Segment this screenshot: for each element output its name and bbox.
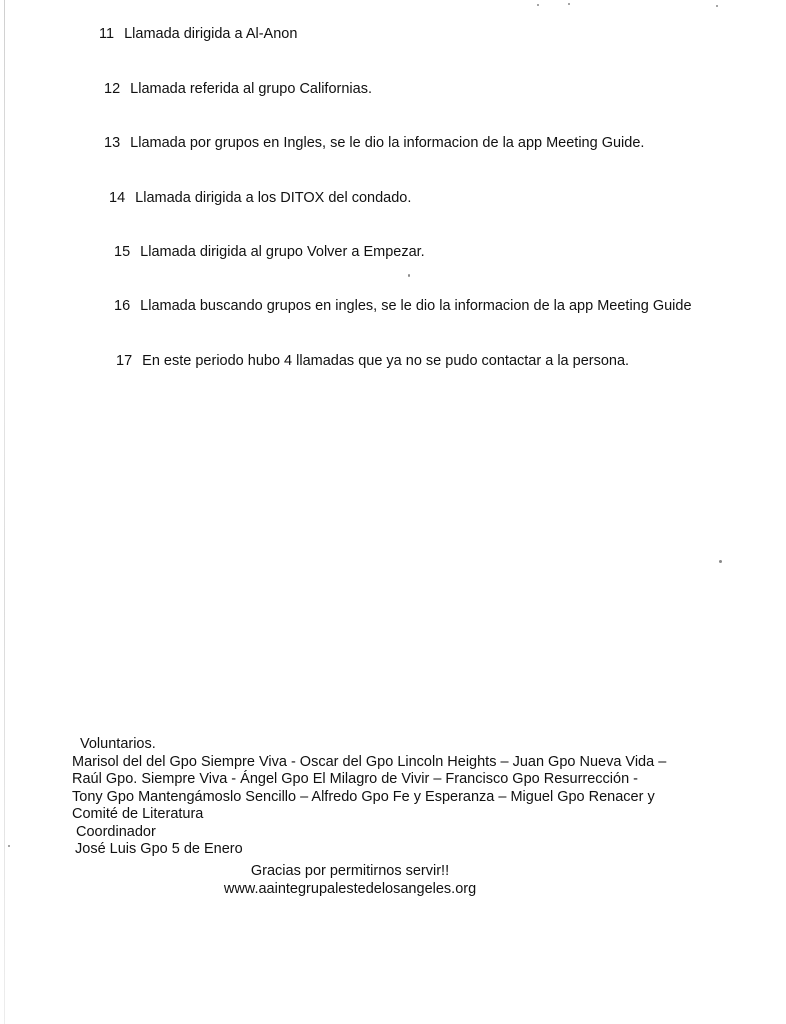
list-item bbox=[104, 80, 372, 98]
volunteers-line: Marisol del del Gpo Siempre Viva - Oscar del Gpo Lincoln Heights – Juan Gpo Nueva Vida – bbox=[72, 753, 667, 770]
list-item-text: Llamada dirigida al grupo Volver a Empezar. bbox=[140, 244, 425, 260]
website-link[interactable]: www.aaintegrupalestedelosangeles.org bbox=[223, 881, 477, 897]
list-item-text: Llamada dirigida a los DITOX del condado. bbox=[135, 190, 412, 206]
scan-speck bbox=[716, 5, 718, 7]
list-item-number: 11 bbox=[99, 26, 115, 42]
list-item-number: 12 bbox=[104, 81, 121, 97]
list-item-text: En este periodo hubo 4 llamadas que ya no se pudo contactar a la persona. bbox=[142, 353, 630, 369]
coordinator-name: José Luis Gpo 5 de Enero bbox=[75, 841, 243, 857]
list-item-number: 13 bbox=[104, 135, 121, 151]
website-line bbox=[0, 880, 700, 898]
volunteers-line: Comité de Literatura bbox=[72, 806, 204, 822]
list-item bbox=[99, 25, 297, 43]
list-item bbox=[104, 134, 644, 152]
volunteers-heading: Voluntarios. bbox=[80, 736, 156, 752]
coordinator-label: Coordinador bbox=[76, 823, 156, 840]
scan-speck bbox=[719, 560, 722, 563]
thanks-text: Gracias por permitirnos servir!! bbox=[250, 863, 450, 879]
list-item-number: 14 bbox=[109, 190, 126, 206]
list-item bbox=[116, 352, 629, 370]
thanks-message bbox=[0, 862, 700, 880]
scan-speck bbox=[8, 845, 10, 847]
volunteers-line: Raúl Gpo. Siempre Viva - Ángel Gpo El Milagro de Vivir – Francisco Gpo Resurrección - bbox=[72, 771, 639, 787]
list-item-number: 16 bbox=[114, 298, 131, 314]
scan-speck bbox=[537, 4, 539, 6]
scan-speck bbox=[408, 274, 410, 277]
list-item-text: Llamada buscando grupos en ingles, se le dio la informacion de la app Meeting Guide bbox=[140, 298, 692, 314]
list-item bbox=[114, 297, 692, 315]
list-item-number: 15 bbox=[114, 244, 131, 260]
volunteers-section bbox=[72, 736, 772, 859]
volunteers-line: Tony Gpo Mantengámoslo Sencillo – Alfredo Gpo Fe y Esperanza – Miguel Gpo Renacer y bbox=[72, 788, 655, 805]
list-item-number: 17 bbox=[116, 353, 133, 369]
scan-speck bbox=[568, 3, 570, 5]
list-item-text: Llamada dirigida a Al-Anon bbox=[124, 26, 298, 42]
list-item-text: Llamada por grupos en Ingles, se le dio la informacion de la app Meeting Guide. bbox=[130, 135, 645, 151]
list-item bbox=[109, 189, 411, 207]
list-item-text: Llamada referida al grupo Californias. bbox=[130, 81, 372, 97]
list-item bbox=[114, 243, 425, 261]
